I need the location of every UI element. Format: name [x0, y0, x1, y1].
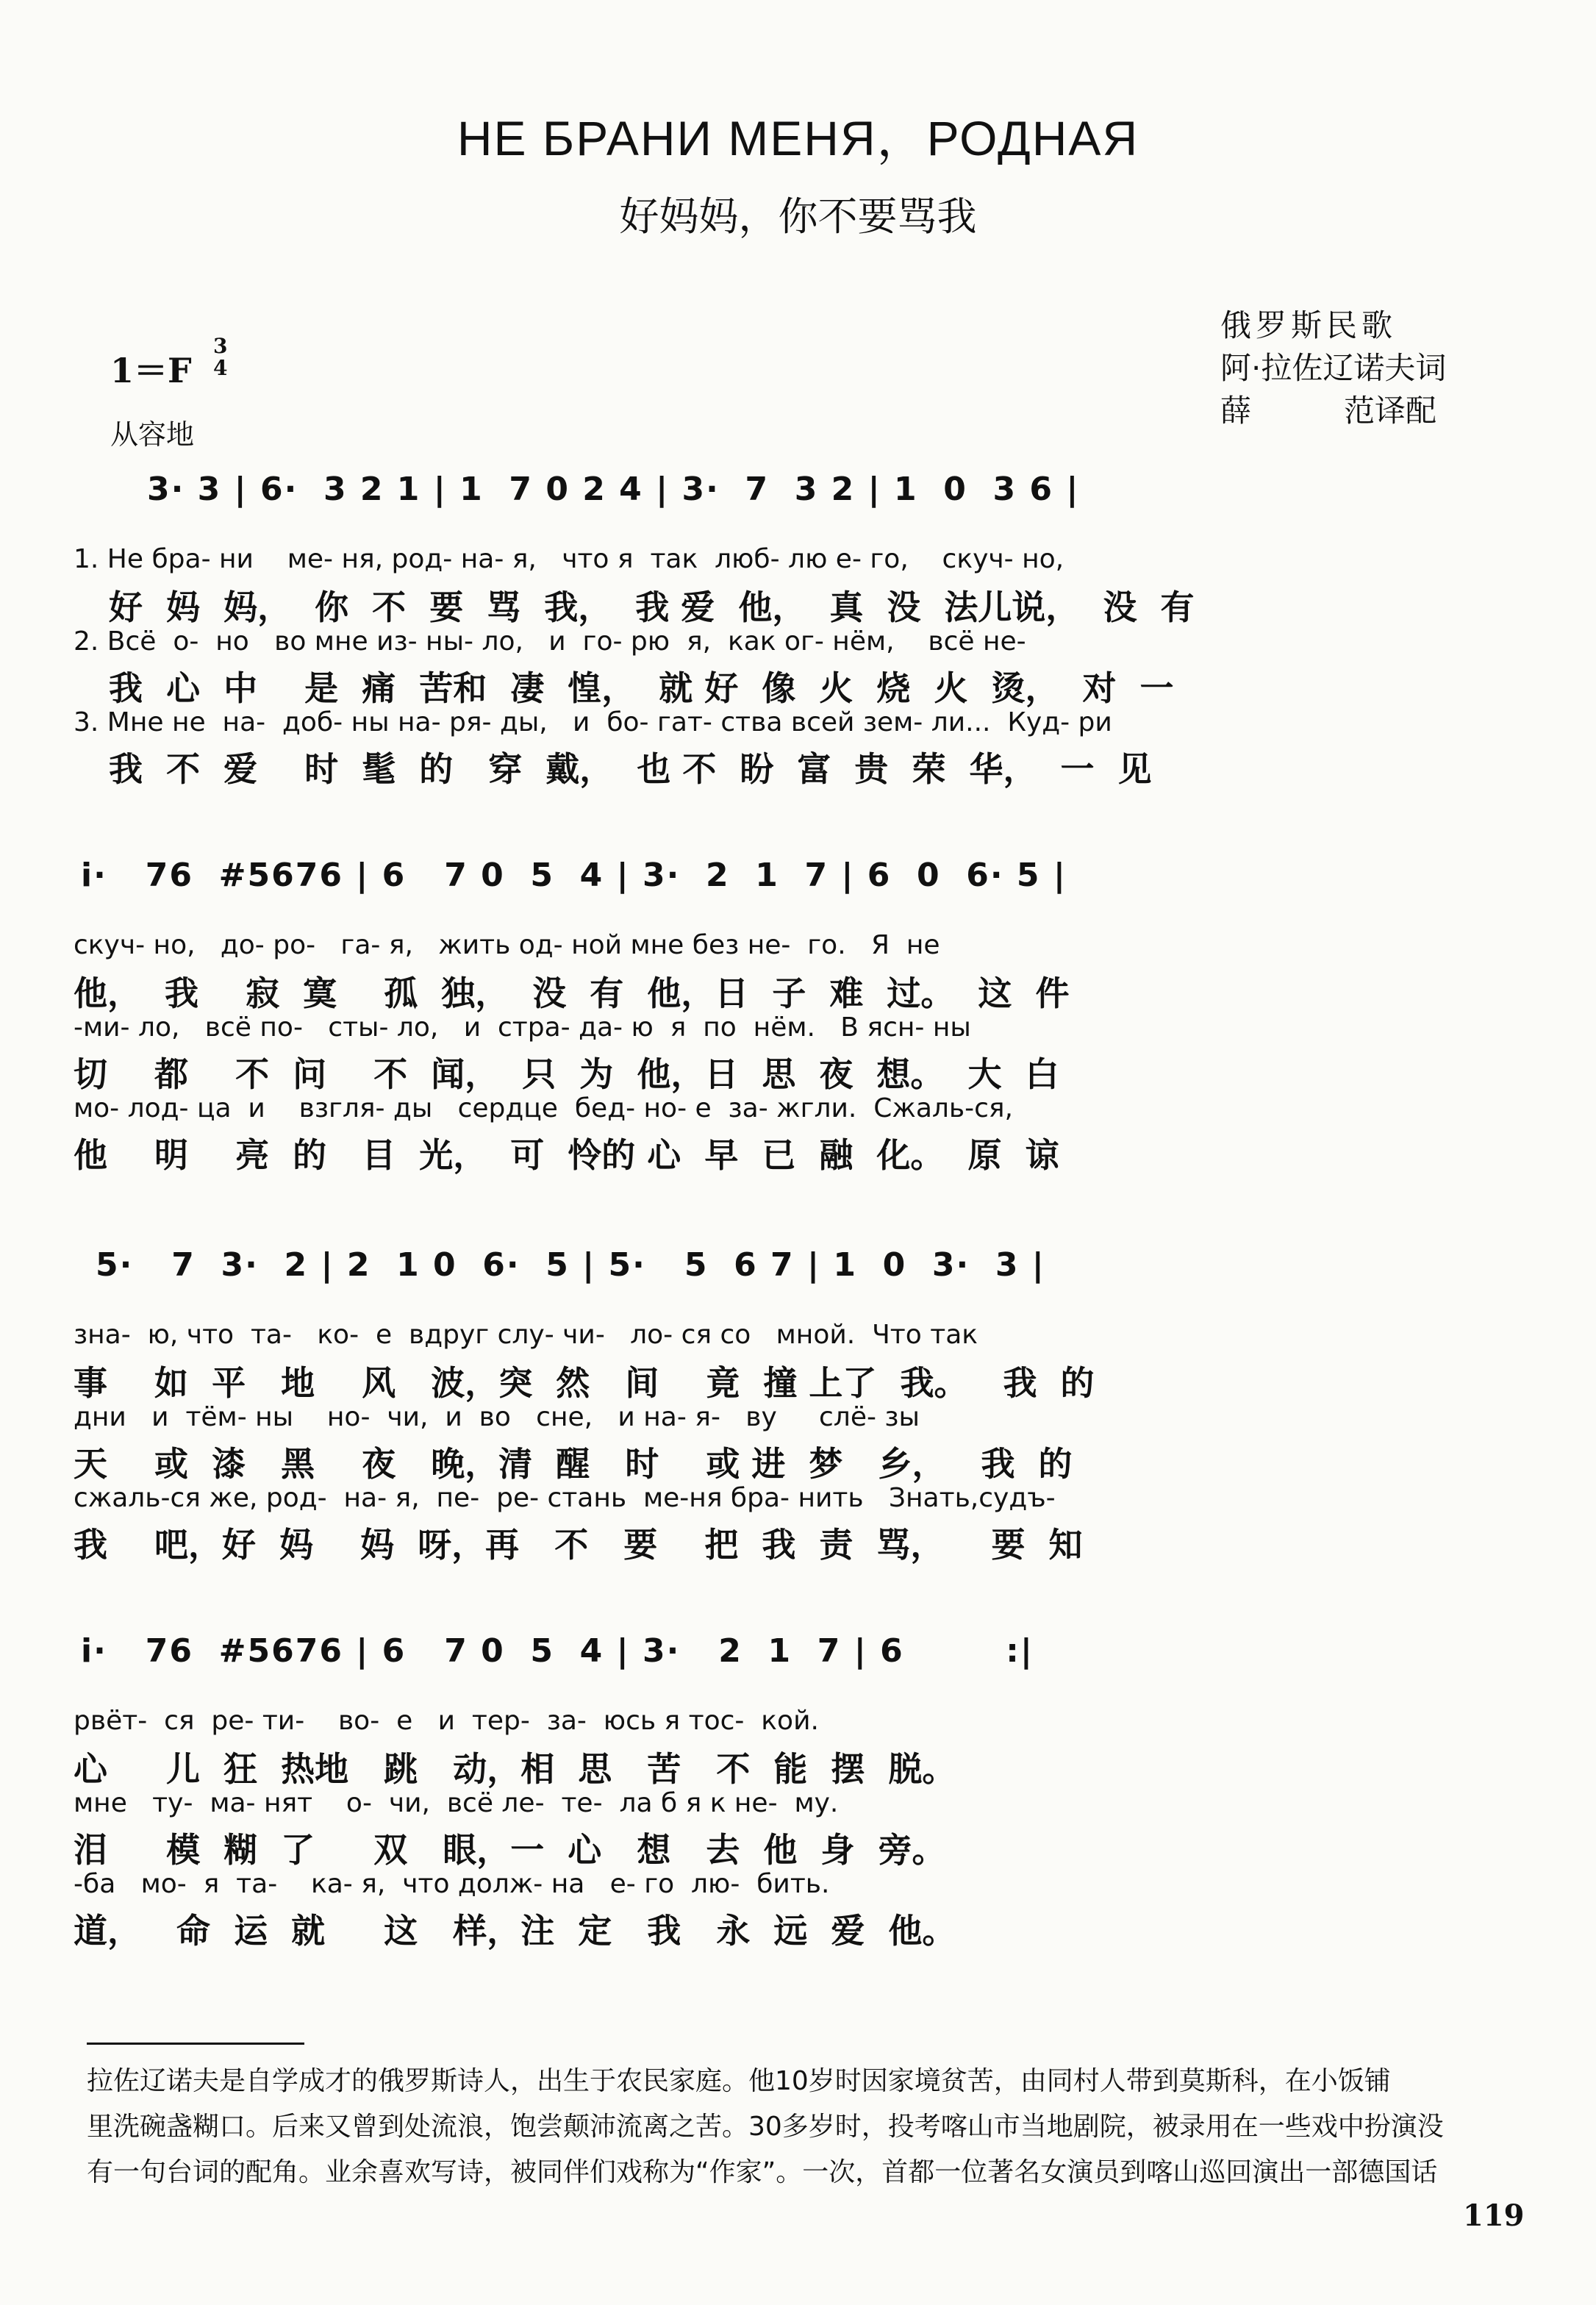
- footnote-line-2: 里洗碗盏糊口。后来又曾到处流浪，饱尝颠沛流离之苦。30多岁时，投考喀山市当地剧院，被录用在一些戏中扮演没: [87, 2112, 1444, 2142]
- footnote: [87, 2059, 1528, 2195]
- staff-system-4: [74, 1632, 1529, 1956]
- lyric-verse-1-ru: скуч- но, до- ро- га- я, жить од- ной мне без не- го. Я не: [74, 930, 940, 960]
- lyric-verse-3-ru: 3. Мне не на- доб- ны на- ря- ды, и бо- гат- ства всей зем- ли... Куд- ри: [74, 707, 1112, 737]
- lyric-verse-2-ru: дни и тём- ны но- чи, и во сне, и на- я- ву слё- зы: [74, 1402, 920, 1432]
- lyric-verse-1-zh: 他， 我 寂 寞 孤 独， 没 有 他，日 子 难 过。 这 件: [74, 973, 1070, 1013]
- lyric-verse-2-ru: -ми- ло, всё по- сты- ло, и стра- да- ю я по нём. В ясн- ны: [74, 1012, 971, 1043]
- footnote-divider: [87, 2043, 304, 2045]
- page-number: 119: [1463, 2198, 1525, 2233]
- staff-system-2: [74, 857, 1529, 1180]
- lyric-verse-2-zh: 天 或 漆 黑 夜 晚，清 醒 时 或 进 梦 乡， 我 的: [74, 1444, 1073, 1484]
- notation-line: i· 76 #5676 | 6 7 0 5 4 | 3· 2 1 7 | 6 :|: [81, 1632, 1034, 1670]
- time-signature: [213, 335, 227, 379]
- lyric-verse-2-zh: 切 都 不 问 不 闻， 只 为 他，日 思 夜 想。 大 白: [74, 1054, 1059, 1094]
- footnote-line-1: 拉佐辽诺夫是自学成才的俄罗斯诗人，出生于农民家庭。他10岁时因家境贫苦，由同村人带到莫斯科，在小饭铺: [87, 2066, 1391, 2096]
- song-subtitle: 好妈妈，你不要骂我: [619, 193, 977, 240]
- notation-line: 3· 3 | 6· 3 2 1 | 1 7 0 2 4 | 3· 7 3 2 | 1 0 3 6 |: [147, 471, 1080, 508]
- lyric-verse-3-ru: мо- лод- ца и взгля- ды сердце бед- но- е за- жгли. Сжаль-ся,: [74, 1093, 1013, 1123]
- staff-system-3: [74, 1246, 1529, 1570]
- lyric-verse-1-ru: рвёт- ся ре- ти- во- е и тер- за- юсь я тос- кой.: [74, 1706, 819, 1736]
- key-signature: 1＝F: [110, 351, 192, 390]
- lyric-verse-3-zh: 道， 命 运 就 这 样，注 定 我 永 远 爱 他。: [74, 1911, 956, 1951]
- lyric-verse-1-ru: зна- ю, что та- ко- е вдруг слу- чи- ло- ся со мной. Что так: [74, 1320, 978, 1350]
- lyric-verse-3-ru: -ба мо- я та- ка- я, что долж- на е- го лю- бить.: [74, 1869, 830, 1899]
- lyric-verse-3-zh: 我 吧，好 妈 妈 呀，再 不 要 把 我 责 骂， 要 知: [74, 1525, 1083, 1565]
- time-signature-bottom: 4: [213, 356, 228, 380]
- footnote-line-3: 有一句台词的配角。业余喜欢写诗，被同伴们戏称为“作家”。一次，首都一位著名女演员到喀山巡回演出一部德国话: [87, 2157, 1438, 2187]
- lyric-verse-2-ru: мне ту- ма- нят о- чи, всё ле- те- ла б я к не- му.: [74, 1788, 839, 1818]
- credit-origin: 俄罗斯民歌: [1220, 307, 1398, 343]
- lyric-verse-3-zh: 我 不 爱 时 髦 的 穿 戴， 也 不 盼 富 贵 荣 华， 一 见: [74, 749, 1152, 789]
- tempo-marking: 从容地: [110, 418, 195, 451]
- notation-line: 5· 7 3· 2 | 2 1 0 6· 5 | 5· 5 6 7 | 1 0 3· 3 |: [96, 1246, 1045, 1284]
- song-title: НЕ БРАНИ МЕНЯ，РОДНАЯ: [457, 111, 1139, 165]
- lyric-verse-2-zh: 泪 模 糊 了 双 眼，一 心 想 去 他 身 旁。: [74, 1830, 946, 1870]
- lyric-verse-1-zh: 好 妈 妈， 你 不 要 骂 我， 我 爱 他， 真 没 法儿说， 没 有: [74, 587, 1195, 627]
- lyric-verse-1-zh: 事 如 平 地 风 波，突 然 间 竟 撞 上了 我。 我 的: [74, 1363, 1095, 1403]
- lyric-verse-1-ru: 1. Не бра- ни ме- ня, род- на- я, что я так люб- лю е- го, скуч- но,: [74, 544, 1064, 574]
- credit-translator: 薛 范译配: [1220, 393, 1437, 429]
- lyric-verse-3-ru: сжаль-ся же, род- на- я, пе- ре- стань ме-ня бра- нить Знать,судъ-: [74, 1483, 1056, 1513]
- lyric-verse-3-zh: 他 明 亮 的 目 光， 可 怜的 心 早 已 融 化。 原 谅: [74, 1135, 1059, 1175]
- notation-line: i· 76 #5676 | 6 7 0 5 4 | 3· 2 1 7 | 6 0 6· 5 |: [81, 857, 1067, 894]
- lyric-verse-1-zh: 心 儿 狂 热地 跳 动，相 思 苦 不 能 摆 脱。: [74, 1749, 956, 1789]
- lyric-verse-2-ru: 2. Всё о- но во мне из- ны- ло, и го- рю я, как ог- нём, всё не-: [74, 626, 1026, 657]
- staff-system-1: [74, 471, 1529, 794]
- lyric-verse-2-zh: 我 心 中 是 痛 苦和 凄 惶， 就 好 像 火 烧 火 烫， 对 一: [74, 668, 1174, 708]
- time-signature-top: 3: [213, 334, 228, 358]
- credit-lyricist: 阿·拉佐辽诺夫词: [1220, 350, 1447, 386]
